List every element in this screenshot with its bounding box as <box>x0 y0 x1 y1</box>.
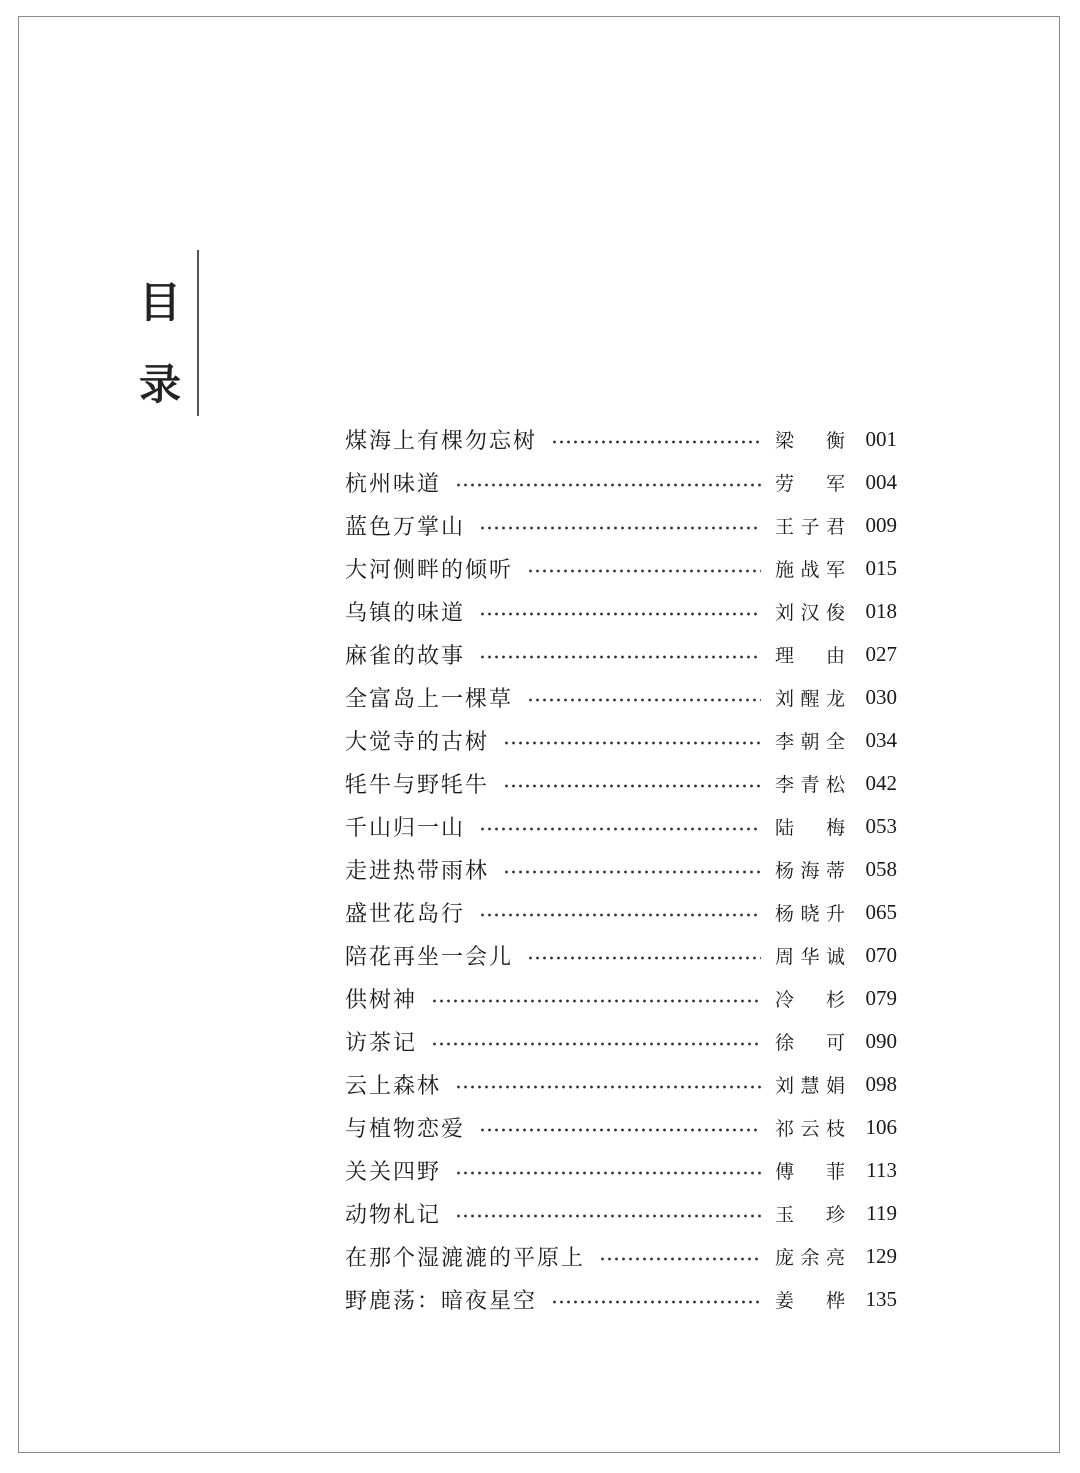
toc-entry[interactable] <box>345 1192 897 1235</box>
toc-entry-author: 杨晓升 <box>775 903 845 925</box>
toc-entry-title: 煤海上有棵勿忘树 <box>345 429 538 454</box>
toc-entry-page-number: 030 <box>865 685 897 709</box>
dot-leader <box>551 440 761 444</box>
toc-entry[interactable] <box>345 547 897 590</box>
toc-entry-title: 全富岛上一棵草 <box>345 687 514 712</box>
toc-entry-page-number: 135 <box>865 1287 897 1311</box>
toc-entry-author: 徐 可 <box>775 1032 845 1054</box>
dot-leader <box>479 913 761 917</box>
toc-entry-title: 走进热带雨林 <box>345 859 490 884</box>
toc-entry-title: 与植物恋爱 <box>345 1117 466 1142</box>
toc-entry-page-number: 034 <box>865 728 897 752</box>
dot-leader <box>455 1085 761 1089</box>
toc-entry[interactable] <box>345 977 897 1020</box>
toc-entry[interactable] <box>345 805 897 848</box>
toc-entry[interactable] <box>345 934 897 977</box>
toc-entry-title: 大觉寺的古树 <box>345 730 490 755</box>
toc-entry-author: 劳 军 <box>775 473 845 495</box>
toc-entry[interactable] <box>345 1149 897 1192</box>
toc-entry-author: 王子君 <box>775 516 845 538</box>
toc-entry[interactable] <box>345 504 897 547</box>
toc-entry-page-number: 042 <box>865 771 897 795</box>
toc-entry-author: 理 由 <box>775 645 845 667</box>
toc-entry-title: 动物札记 <box>345 1203 442 1228</box>
toc-entry-author: 祁云枝 <box>775 1118 845 1140</box>
toc-entry-author: 姜 桦 <box>775 1290 845 1312</box>
heading-char-lu: 录 <box>138 360 181 409</box>
toc-entry-page-number: 001 <box>865 427 897 451</box>
page-heading <box>136 262 184 426</box>
dot-leader <box>479 827 761 831</box>
dot-leader <box>455 1171 761 1175</box>
toc-entry[interactable] <box>345 1106 897 1149</box>
dot-leader <box>527 698 761 702</box>
toc-entry[interactable] <box>345 762 897 805</box>
toc-entry[interactable] <box>345 848 897 891</box>
toc-entry-title: 杭州味道 <box>345 472 442 497</box>
toc-entry-title: 蓝色万掌山 <box>345 515 466 540</box>
toc-entry-title: 供树神 <box>345 988 418 1013</box>
toc-entry-title: 麻雀的故事 <box>345 644 466 669</box>
toc-entry-title: 野鹿荡：暗夜星空 <box>345 1289 538 1314</box>
dot-leader <box>431 1042 761 1046</box>
toc-entry-page-number: 129 <box>865 1244 897 1268</box>
toc-entry-author: 冷 杉 <box>775 989 845 1011</box>
heading-vertical-rule <box>197 250 199 416</box>
toc-entry[interactable] <box>345 719 897 762</box>
toc-entry-title: 云上森林 <box>345 1074 442 1099</box>
toc-entry-title: 牦牛与野牦牛 <box>345 773 490 798</box>
toc-entry-page-number: 027 <box>865 642 897 666</box>
toc-entry-author: 傅 菲 <box>775 1161 845 1183</box>
toc-entry-title: 陪花再坐一会儿 <box>345 945 514 970</box>
heading-char-mu: 目 <box>138 278 181 327</box>
toc-entry-title: 盛世花岛行 <box>345 902 466 927</box>
toc-entry-author: 庞余亮 <box>775 1247 845 1269</box>
table-of-contents <box>345 418 897 1321</box>
toc-entry-page-number: 009 <box>865 513 897 537</box>
toc-entry-title: 乌镇的味道 <box>345 601 466 626</box>
dot-leader <box>479 655 761 659</box>
toc-entry-page-number: 119 <box>866 1201 897 1225</box>
toc-entry-title: 访茶记 <box>345 1031 418 1056</box>
toc-entry-page-number: 113 <box>866 1158 897 1182</box>
toc-entry-page-number: 018 <box>865 599 897 623</box>
toc-entry-title: 在那个湿漉漉的平原上 <box>345 1246 586 1271</box>
dot-leader <box>503 741 761 745</box>
toc-entry-page-number: 015 <box>865 556 897 580</box>
toc-entry-author: 施战军 <box>775 559 845 581</box>
toc-entry-page-number: 079 <box>865 986 897 1010</box>
toc-entry-author: 周华诚 <box>775 946 845 968</box>
toc-entry-title: 千山归一山 <box>345 816 466 841</box>
toc-entry-page-number: 065 <box>865 900 897 924</box>
toc-entry-author: 玉 珍 <box>775 1204 845 1226</box>
toc-entry-page-number: 106 <box>865 1115 897 1139</box>
dot-leader <box>479 1128 761 1132</box>
toc-entry-author: 刘慧娟 <box>775 1075 845 1097</box>
dot-leader <box>503 784 761 788</box>
dot-leader <box>455 483 761 487</box>
dot-leader <box>527 956 761 960</box>
toc-entry-title: 关关四野 <box>345 1160 442 1185</box>
toc-entry-author: 刘醒龙 <box>775 688 845 710</box>
toc-entry-author: 梁 衡 <box>775 430 845 452</box>
toc-entry-page-number: 058 <box>865 857 897 881</box>
toc-entry-page-number: 098 <box>865 1072 897 1096</box>
dot-leader <box>479 612 761 616</box>
toc-entry[interactable] <box>345 1278 897 1321</box>
toc-entry[interactable] <box>345 461 897 504</box>
toc-entry-page-number: 070 <box>865 943 897 967</box>
toc-entry[interactable] <box>345 633 897 676</box>
toc-entry-page-number: 004 <box>865 470 897 494</box>
dot-leader <box>455 1214 761 1218</box>
toc-entry-author: 李朝全 <box>775 731 845 753</box>
toc-entry-author: 刘汉俊 <box>775 602 845 624</box>
toc-entry-page-number: 053 <box>865 814 897 838</box>
dot-leader <box>599 1257 761 1261</box>
toc-entry[interactable] <box>345 1235 897 1278</box>
toc-entry-title: 大河侧畔的倾听 <box>345 558 514 583</box>
dot-leader <box>431 999 761 1003</box>
toc-entry[interactable] <box>345 590 897 633</box>
toc-entry[interactable] <box>345 418 897 461</box>
dot-leader <box>551 1300 761 1304</box>
toc-entry-author: 杨海蒂 <box>775 860 845 882</box>
toc-entry[interactable] <box>345 1020 897 1063</box>
toc-entry-author: 陆 梅 <box>775 817 845 839</box>
dot-leader <box>503 870 761 874</box>
toc-entry[interactable] <box>345 676 897 719</box>
toc-entry[interactable] <box>345 891 897 934</box>
toc-entry-author: 李青松 <box>775 774 845 796</box>
toc-entry[interactable] <box>345 1063 897 1106</box>
toc-entry-page-number: 090 <box>865 1029 897 1053</box>
dot-leader <box>479 526 761 530</box>
dot-leader <box>527 569 761 573</box>
